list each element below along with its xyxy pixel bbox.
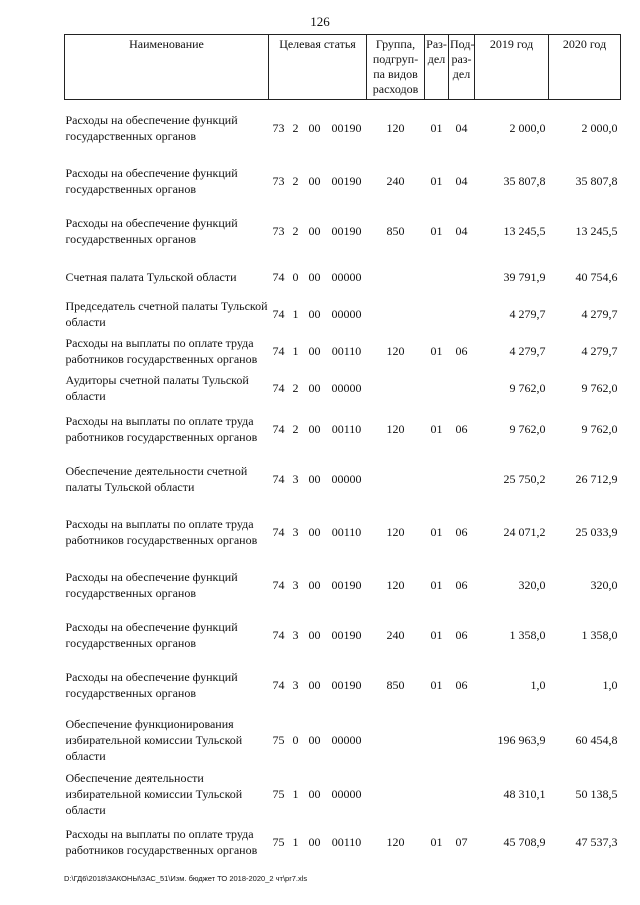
cell-name: Аудиторы счетной палаты Тульской области <box>65 372 249 403</box>
cell-t1: 75 <box>272 786 285 801</box>
cell-v2020: 4 279,7 <box>581 306 618 321</box>
cell-t1: 73 <box>272 173 285 188</box>
cell-t4: 00000 <box>331 269 362 284</box>
cell-t4: 00000 <box>331 732 362 747</box>
cell-t3: 00 <box>308 269 321 284</box>
cell-v2020: 9 762,0 <box>581 380 618 395</box>
cell-t4: 00000 <box>331 471 362 486</box>
table-row <box>65 156 621 206</box>
table-row <box>65 710 621 770</box>
cell-t2: 1 <box>292 343 299 358</box>
cell-sub <box>449 372 475 404</box>
cell-t3: 00 <box>308 380 321 395</box>
file-path-footer: D:\ГД6\2018\ЗАКОНЫ\ЗАС_51\Изм. бюджет ТО 2018-2020_2 чт\pr7.xls <box>64 874 308 883</box>
cell-group: 120 <box>386 834 405 849</box>
header-group: Группа, подгруп-па видов расходов <box>367 35 425 100</box>
cell-t3: 00 <box>308 524 321 539</box>
cell-group: 120 <box>386 343 405 358</box>
header-2020: 2020 год <box>549 35 621 100</box>
cell-sec <box>425 454 449 504</box>
cell-sub <box>449 770 475 818</box>
cell-v2020: 1,0 <box>602 677 618 692</box>
cell-t1: 74 <box>272 269 285 284</box>
cell-v2020: 50 138,5 <box>575 786 618 801</box>
cell-t3: 00 <box>308 421 321 436</box>
cell-t1: 74 <box>272 306 285 321</box>
cell-v2020: 4 279,7 <box>581 343 618 358</box>
cell-group <box>367 454 425 504</box>
cell-t4: 00190 <box>331 677 362 692</box>
cell-name: Председатель счетной палаты Тульской области <box>65 298 268 329</box>
cell-t3: 00 <box>308 834 321 849</box>
cell-v2020: 26 712,9 <box>575 471 618 486</box>
cell-t4: 00190 <box>331 173 362 188</box>
cell-sub <box>449 256 475 298</box>
table-row <box>65 818 621 866</box>
cell-t1: 74 <box>272 380 285 395</box>
cell-t4: 00000 <box>331 786 362 801</box>
cell-t4: 00110 <box>331 343 362 358</box>
cell-t3: 00 <box>308 120 321 135</box>
cell-t3: 00 <box>308 732 321 747</box>
cell-t4: 00190 <box>331 577 362 592</box>
cell-sec: 01 <box>430 677 443 692</box>
cell-sec <box>425 256 449 298</box>
cell-v2019: 4 279,7 <box>509 343 546 358</box>
table-row <box>65 560 621 610</box>
cell-v2019: 1,0 <box>530 677 546 692</box>
cell-v2019: 9 762,0 <box>509 380 546 395</box>
cell-name: Счетная палата Тульской области <box>65 269 237 284</box>
cell-sub: 04 <box>455 223 468 238</box>
cell-t1: 74 <box>272 577 285 592</box>
cell-name: Расходы на обеспечение функций государственных органов <box>65 619 238 650</box>
table-row <box>65 660 621 710</box>
cell-sub: 06 <box>455 421 468 436</box>
cell-v2019: 45 708,9 <box>503 834 546 849</box>
cell-sec: 01 <box>430 577 443 592</box>
cell-t1: 75 <box>272 834 285 849</box>
cell-t2: 1 <box>292 306 299 321</box>
cell-t4: 00110 <box>331 834 362 849</box>
cell-v2020: 47 537,3 <box>575 834 618 849</box>
cell-name: Обеспечение деятельности счетной палаты Тульской области <box>65 463 248 494</box>
cell-group <box>367 770 425 818</box>
cell-group: 120 <box>386 120 405 135</box>
cell-sec: 01 <box>430 173 443 188</box>
cell-t2: 0 <box>292 732 299 747</box>
table-row <box>65 770 621 818</box>
cell-sec: 01 <box>430 524 443 539</box>
page-number: 126 <box>310 14 330 29</box>
cell-sec: 01 <box>430 343 443 358</box>
cell-t3: 00 <box>308 627 321 642</box>
cell-v2020: 320,0 <box>590 577 618 592</box>
cell-group: 850 <box>386 223 405 238</box>
cell-v2019: 13 245,5 <box>503 223 546 238</box>
cell-name: Расходы на выплаты по оплате труда работников государственных органов <box>65 826 258 857</box>
cell-group: 120 <box>386 577 405 592</box>
cell-t2: 0 <box>292 269 299 284</box>
cell-sec <box>425 298 449 330</box>
cell-t3: 00 <box>308 577 321 592</box>
cell-sub <box>449 298 475 330</box>
cell-t3: 00 <box>308 471 321 486</box>
cell-sub <box>449 710 475 770</box>
cell-v2019: 196 963,9 <box>497 732 546 747</box>
cell-t1: 74 <box>272 524 285 539</box>
cell-t2: 2 <box>292 173 299 188</box>
cell-sec <box>425 710 449 770</box>
table-row <box>65 256 621 298</box>
cell-v2019: 320,0 <box>518 577 546 592</box>
cell-sec: 01 <box>430 421 443 436</box>
cell-sub: 06 <box>455 577 468 592</box>
cell-t4: 00000 <box>331 306 362 321</box>
cell-sub: 06 <box>455 343 468 358</box>
cell-sec: 01 <box>430 223 443 238</box>
cell-v2020: 13 245,5 <box>575 223 618 238</box>
cell-t2: 2 <box>292 421 299 436</box>
cell-sec: 01 <box>430 627 443 642</box>
cell-v2020: 1 358,0 <box>581 627 618 642</box>
cell-t4: 00190 <box>331 120 362 135</box>
cell-t1: 74 <box>272 343 285 358</box>
cell-sec: 01 <box>430 120 443 135</box>
cell-group: 240 <box>386 627 405 642</box>
table-body <box>65 100 621 866</box>
cell-group <box>367 256 425 298</box>
table-row <box>65 610 621 660</box>
cell-t2: 2 <box>292 223 299 238</box>
cell-v2019: 1 358,0 <box>509 627 546 642</box>
header-subsection: Под-раз-дел <box>449 35 475 100</box>
cell-t3: 00 <box>308 343 321 358</box>
cell-t2: 3 <box>292 677 299 692</box>
cell-t2: 2 <box>292 380 299 395</box>
cell-t4: 00110 <box>331 524 362 539</box>
cell-v2020: 2 000,0 <box>581 120 618 135</box>
cell-v2020: 35 807,8 <box>575 173 618 188</box>
cell-name: Расходы на обеспечение функций государственных органов <box>65 112 238 143</box>
header-target: Целевая статья <box>269 35 367 100</box>
cell-v2020: 60 454,8 <box>575 732 618 747</box>
cell-v2020: 9 762,0 <box>581 421 618 436</box>
cell-sub: 04 <box>455 120 468 135</box>
cell-group: 240 <box>386 173 405 188</box>
cell-t4: 00190 <box>331 627 362 642</box>
cell-t2: 3 <box>292 471 299 486</box>
cell-v2019: 35 807,8 <box>503 173 546 188</box>
table-row <box>65 454 621 504</box>
cell-t4: 00190 <box>331 223 362 238</box>
cell-t2: 3 <box>292 577 299 592</box>
cell-v2019: 24 071,2 <box>503 524 546 539</box>
cell-sub: 06 <box>455 677 468 692</box>
cell-sub: 07 <box>455 834 468 849</box>
cell-v2020: 40 754,6 <box>575 269 618 284</box>
header-section: Раз-дел <box>425 35 449 100</box>
cell-group <box>367 372 425 404</box>
cell-sub <box>449 454 475 504</box>
cell-sub: 06 <box>455 627 468 642</box>
table-row <box>65 404 621 454</box>
table-row <box>65 100 621 156</box>
cell-t4: 00110 <box>331 421 362 436</box>
cell-name: Расходы на обеспечение функций государственных органов <box>65 165 238 196</box>
cell-v2019: 4 279,7 <box>509 306 546 321</box>
table-row <box>65 206 621 256</box>
budget-table <box>64 34 621 866</box>
cell-t1: 74 <box>272 421 285 436</box>
cell-t3: 00 <box>308 173 321 188</box>
cell-t1: 73 <box>272 223 285 238</box>
cell-sub: 06 <box>455 524 468 539</box>
table-row <box>65 504 621 560</box>
table-row <box>65 372 621 404</box>
cell-t2: 1 <box>292 834 299 849</box>
cell-t1: 74 <box>272 677 285 692</box>
cell-t4: 00000 <box>331 380 362 395</box>
cell-t2: 2 <box>292 120 299 135</box>
cell-v2019: 39 791,9 <box>503 269 546 284</box>
cell-name: Расходы на выплаты по оплате труда работников государственных органов <box>65 413 258 444</box>
table-row <box>65 330 621 372</box>
cell-t1: 74 <box>272 627 285 642</box>
cell-t2: 3 <box>292 524 299 539</box>
cell-v2020: 25 033,9 <box>575 524 618 539</box>
cell-t3: 00 <box>308 786 321 801</box>
cell-t1: 75 <box>272 732 285 747</box>
header-name: Наименование <box>65 35 269 100</box>
cell-name: Расходы на выплаты по оплате труда работников государственных органов <box>65 516 258 547</box>
cell-group <box>367 710 425 770</box>
cell-v2019: 48 310,1 <box>503 786 546 801</box>
table-row <box>65 298 621 330</box>
cell-t3: 00 <box>308 677 321 692</box>
cell-group: 850 <box>386 677 405 692</box>
cell-sub: 04 <box>455 173 468 188</box>
cell-name: Обеспечение деятельности избирательной комиссии Тульской области <box>65 770 243 817</box>
cell-sec <box>425 372 449 404</box>
cell-group: 120 <box>386 524 405 539</box>
cell-group: 120 <box>386 421 405 436</box>
cell-t1: 74 <box>272 471 285 486</box>
cell-v2019: 9 762,0 <box>509 421 546 436</box>
cell-t2: 1 <box>292 786 299 801</box>
cell-name: Расходы на обеспечение функций государственных органов <box>65 569 238 600</box>
cell-v2019: 2 000,0 <box>509 120 546 135</box>
cell-t1: 73 <box>272 120 285 135</box>
cell-name: Расходы на обеспечение функций государственных органов <box>65 215 238 246</box>
cell-sec <box>425 770 449 818</box>
header-2019: 2019 год <box>475 35 549 100</box>
cell-sec: 01 <box>430 834 443 849</box>
cell-t3: 00 <box>308 223 321 238</box>
cell-name: Расходы на выплаты по оплате труда работников государственных органов <box>65 335 258 366</box>
cell-v2019: 25 750,2 <box>503 471 546 486</box>
cell-t2: 3 <box>292 627 299 642</box>
cell-t3: 00 <box>308 306 321 321</box>
cell-group <box>367 298 425 330</box>
cell-name: Обеспечение функционирования избирательной комиссии Тульской области <box>65 716 243 763</box>
cell-name: Расходы на обеспечение функций государственных органов <box>65 669 238 700</box>
